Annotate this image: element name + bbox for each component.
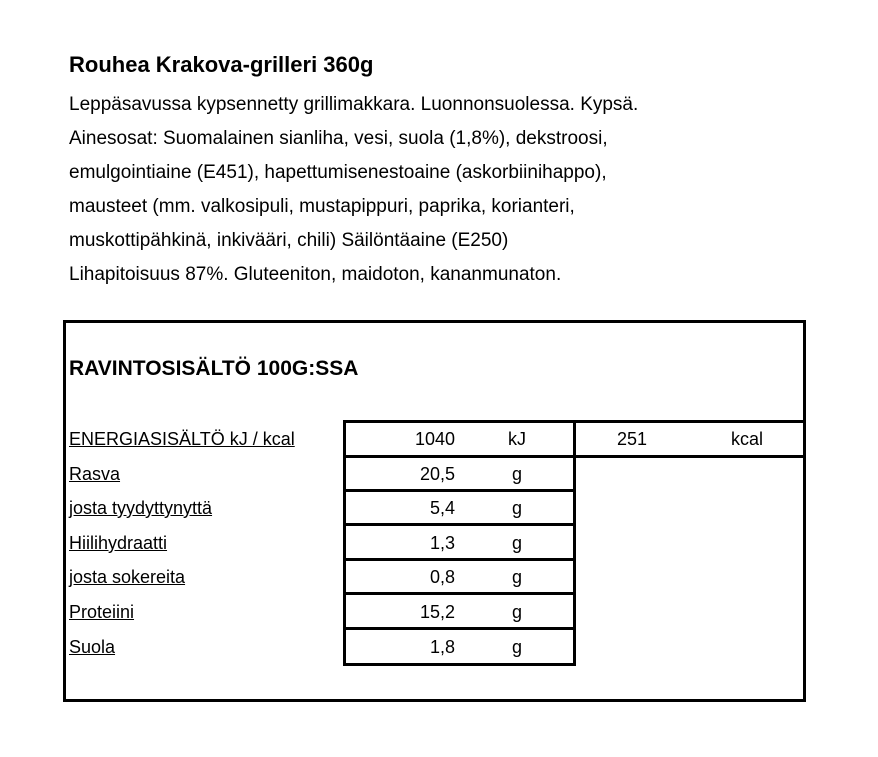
table-rule	[343, 489, 576, 492]
nutrient-value: 1,3	[429, 533, 455, 553]
description-line: muskottipähkinä, inkivääri, chili) Säilöntäaine (E250)	[69, 230, 509, 251]
energy-kcal-value: 251	[616, 429, 647, 449]
description-line: emulgointiaine (E451), hapettumisenestoaine (askorbiinihappo),	[69, 162, 607, 183]
description-line: Ainesosat: Suomalainen sianliha, vesi, suola (1,8%), dekstroosi,	[69, 128, 608, 149]
table-rule	[343, 627, 576, 630]
nutrient-label-hiilihydraatti: Hiilihydraatti	[69, 533, 168, 553]
nutrient-label-sokereita: josta sokereita	[69, 567, 186, 587]
energy-label: ENERGIASISÄLTÖ kJ / kcal	[69, 429, 295, 449]
nutrient-value: 20,5	[419, 464, 455, 484]
nutrient-label-proteiini: Proteiini	[69, 602, 135, 622]
description-line: Lihapitoisuus 87%. Gluteeniton, maidoton, kananmunaton.	[69, 264, 562, 285]
nutrient-label-suola: Suola	[69, 637, 116, 657]
nutrient-unit: g	[511, 602, 522, 622]
table-rule	[343, 558, 576, 561]
nutrient-unit: g	[511, 498, 522, 518]
description-line: Leppäsavussa kypsennetty grillimakkara. Luonnonsuolessa. Kypsä.	[69, 94, 639, 115]
nutrient-value: 0,8	[429, 567, 455, 587]
nutrient-unit: g	[511, 567, 522, 587]
nutrition-heading: RAVINTOSISÄLTÖ 100G:SSA	[69, 357, 359, 380]
nutrient-label-tyydyttynytta: josta tyydyttynyttä	[69, 498, 213, 518]
nutrient-unit: g	[511, 637, 522, 657]
nutrient-label-rasva: Rasva	[69, 464, 121, 484]
nutrient-unit: g	[511, 533, 522, 553]
energy-kj-unit: kJ	[508, 429, 526, 449]
table-rule	[343, 523, 576, 526]
energy-kj-value: 1040	[414, 429, 455, 449]
energy-kcal-unit: kcal	[730, 429, 763, 449]
nutrient-unit: g	[511, 464, 522, 484]
nutrient-value: 5,4	[429, 498, 455, 518]
description-line: mausteet (mm. valkosipuli, mustapippuri, paprika, korianteri,	[69, 196, 575, 217]
product-description	[69, 88, 638, 292]
table-rule	[343, 592, 576, 595]
nutrient-value: 1,8	[429, 637, 455, 657]
product-title: Rouhea Krakova-grilleri 360g	[69, 52, 374, 77]
table-rule-energy	[343, 455, 803, 458]
table-rule-bottom	[343, 663, 576, 666]
nutrient-value: 15,2	[419, 602, 455, 622]
